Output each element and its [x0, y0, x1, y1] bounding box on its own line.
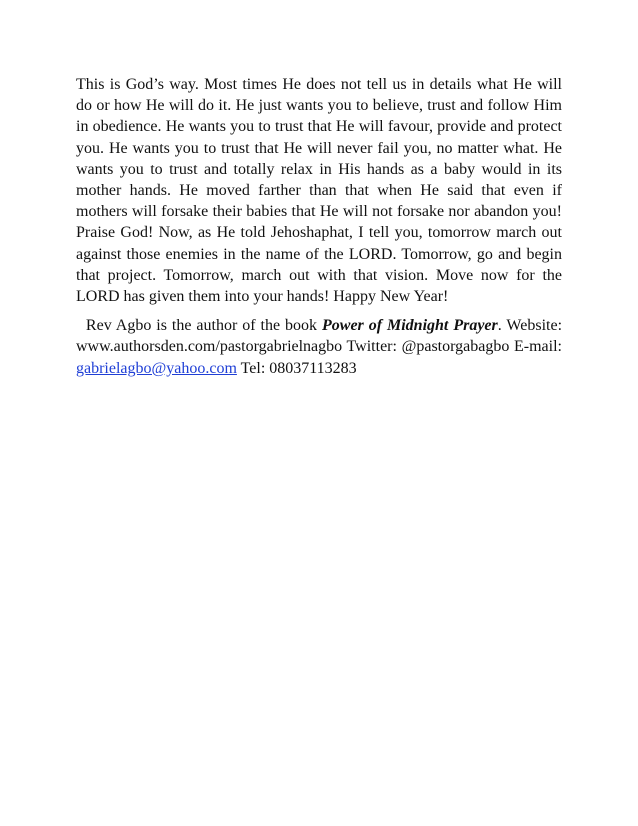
author-bio-paragraph	[76, 315, 562, 379]
bio-contact-text: . Website: www.authorsden.com/pastorgabrielnagbo Twitter: @pastorgabagbo E-mail:	[76, 317, 563, 356]
email-link[interactable]: gabrielagbo@yahoo.com	[76, 359, 237, 377]
bio-phone-text: Tel: 08037113283	[236, 359, 357, 377]
book-title: Power of Midnight Prayer	[322, 317, 498, 335]
bio-intro-text: Rev Agbo is the author of the book	[85, 317, 322, 335]
document-body	[76, 74, 562, 379]
main-paragraph: This is God’s way. Most times He does not tell us in details what He will do or how He will do it. He just wants you to believe, trust and follow Him in obedience. He wants you to trust that He will favour, provide and protect you. He wants you to trust that He will never fail you, no matter what. He wants you to trust and totally relax in His hands as a baby would in its mother hands. He moved farther than that when He said that even if mothers will forsake their babies that He will not forsake nor abandon you! Praise God! Now, as He told Jehoshaphat, I tell you, tomorrow march out against those enemies in the name of the LORD. Tomorrow, go and begin that project. Tomorrow, march out with that vision. Move now for the LORD has given them into your hands! Happy New Year!	[76, 76, 562, 306]
